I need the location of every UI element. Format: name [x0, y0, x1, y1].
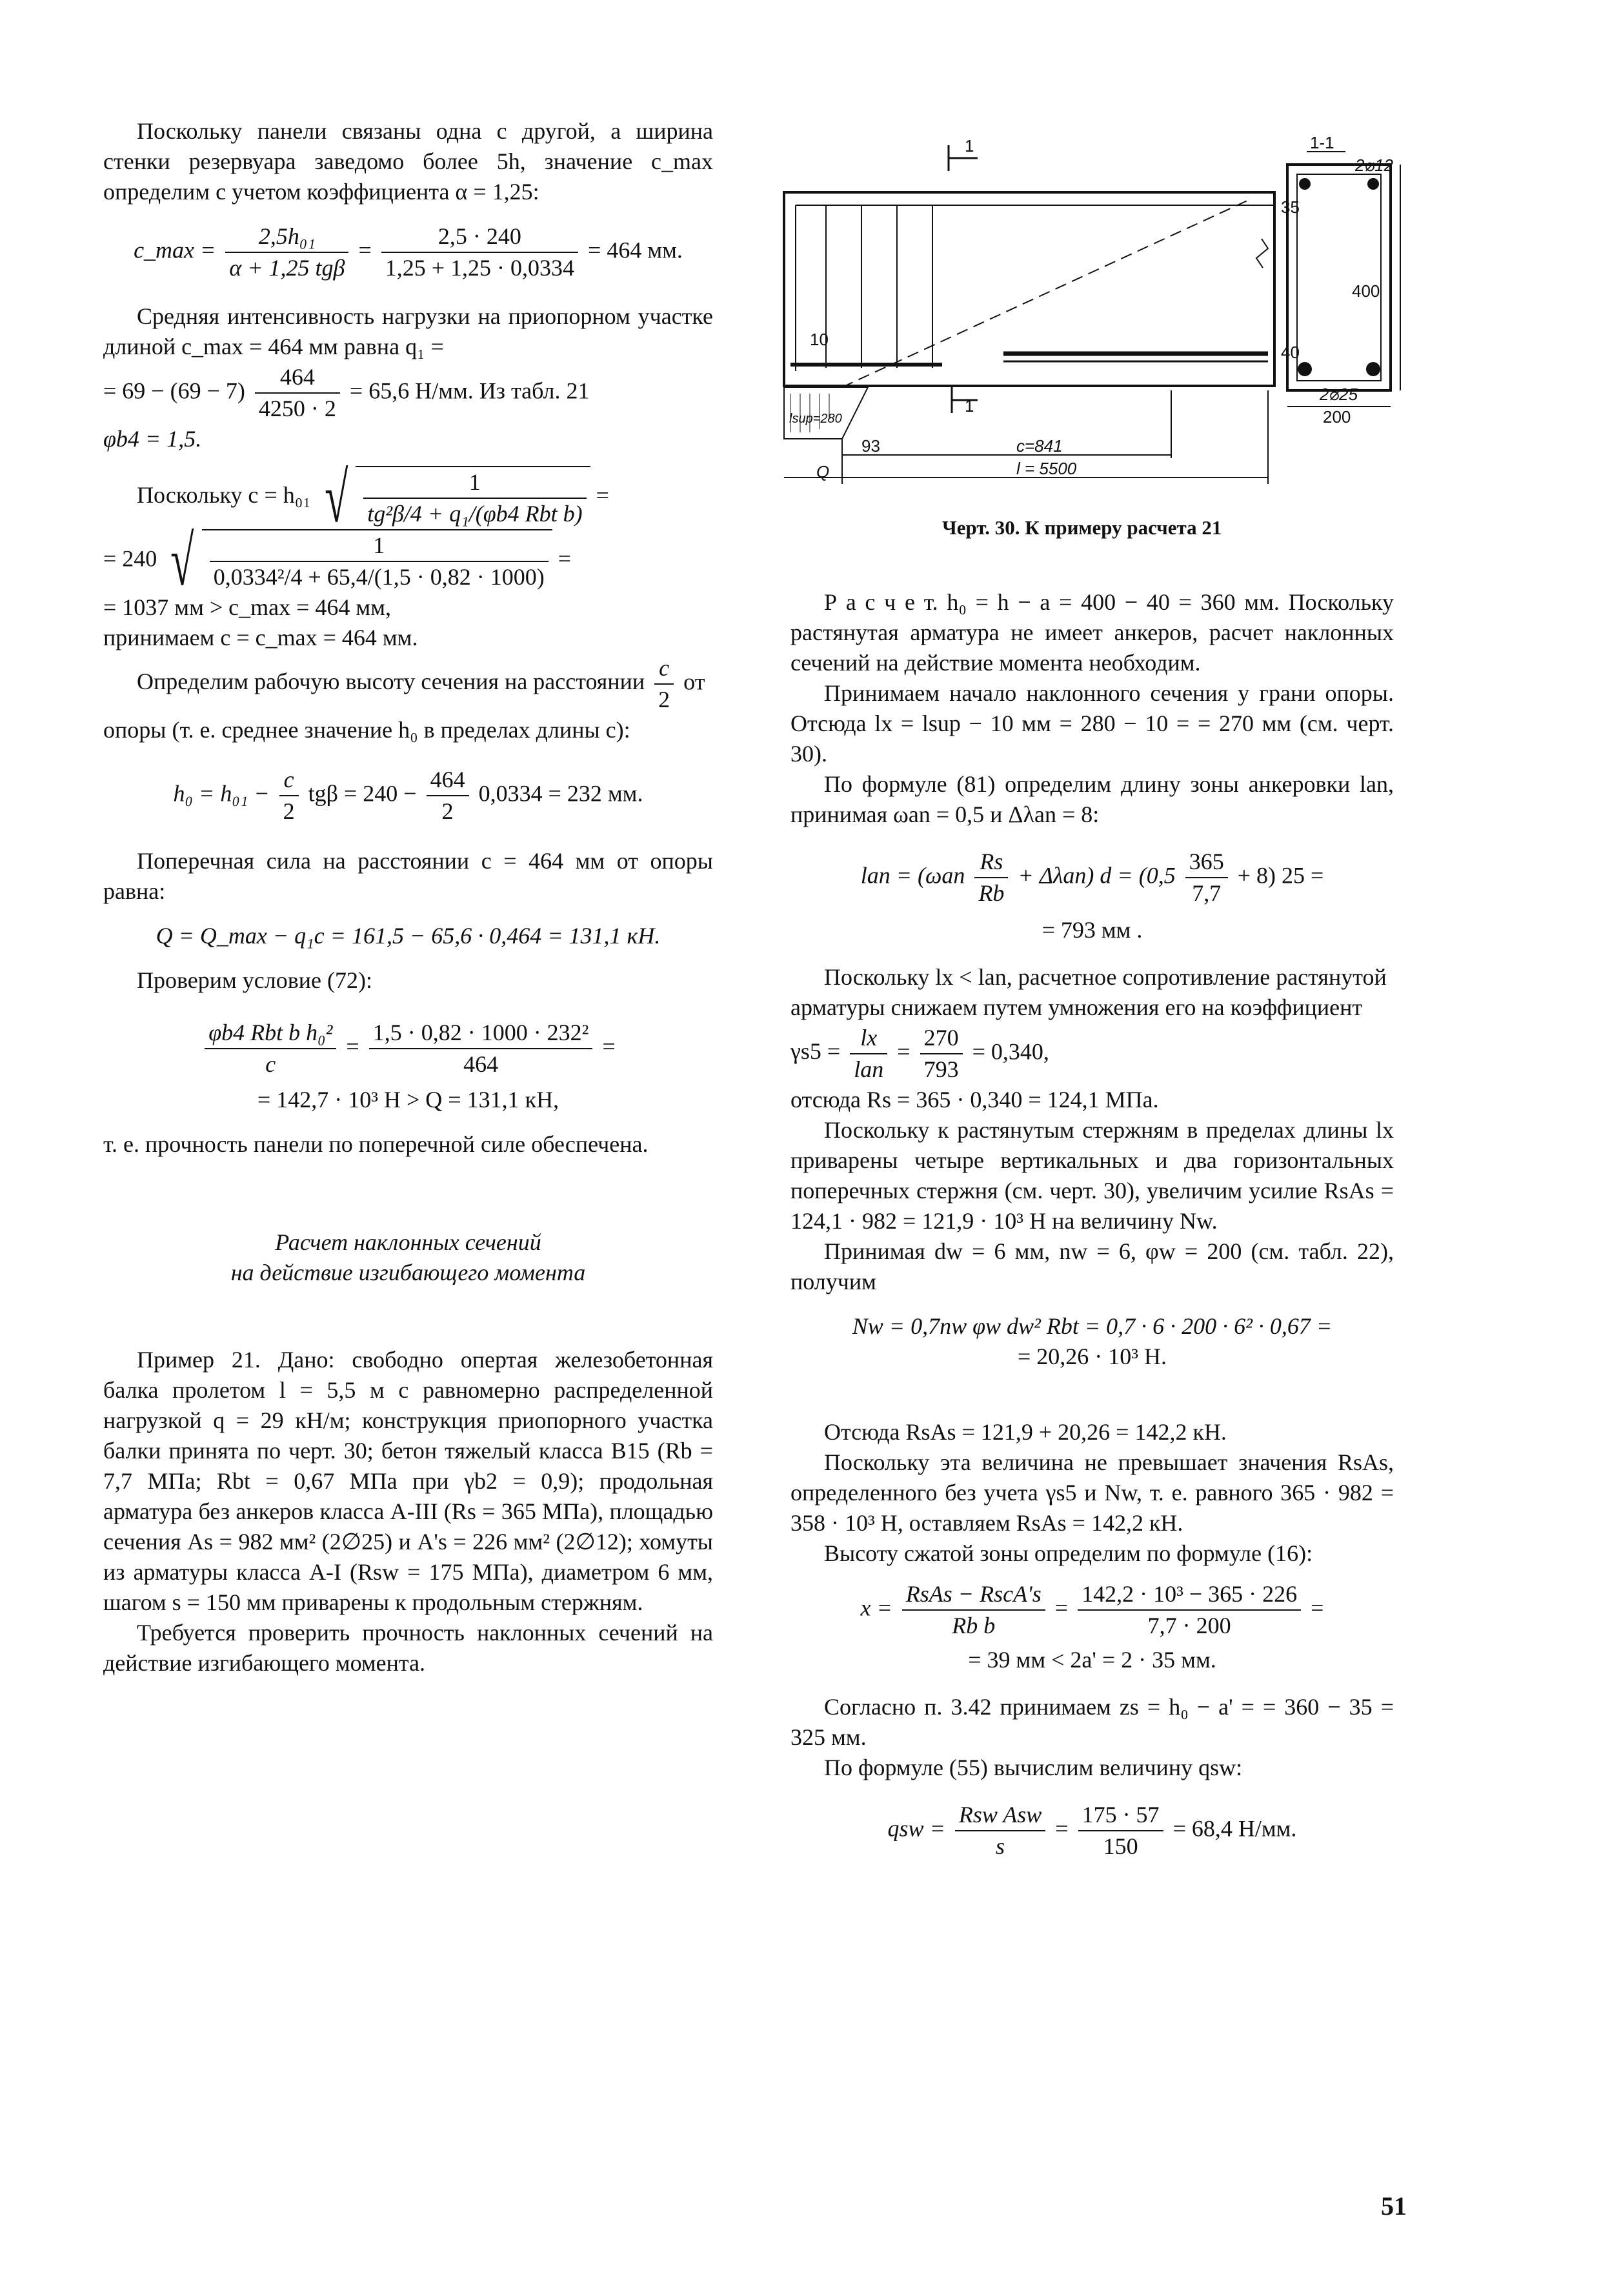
- fraction: $\frac{1}{\text{0,0334²/4 + 65,4/(1,5 · 0,82 · 1000)}}$: [210, 530, 548, 592]
- equation: = 793 мм .: [1041, 917, 1143, 943]
- equation: Q = Q_max − q₁c = 161,5 − 65,6 · 0,464 = 131,1 кН.: [156, 923, 661, 949]
- equation: x = $\frac{\text{RsAs − RscA's}}{\text{Rb b}}$ = $\frac{\text{142,2 · 10³ − 365 · 226}}{7,7 \cdot 200}$ =: [790, 1579, 1394, 1641]
- figure-caption: Черт. 30. К примеру расчета 21: [942, 516, 1222, 539]
- fraction: $\frac{270}{793}$: [920, 1023, 963, 1085]
- fraction: $\frac{1}{\text{tg²β/4 + q₁/(φb4 Rbt b)}}$: [363, 467, 586, 529]
- fraction: $\frac{\text{Rsw Asw}}{s}$: [955, 1800, 1045, 1862]
- fraction: $\frac{\text{142,2 · 10³ − 365 · 226}}{7,7 \cdot 200}$: [1078, 1579, 1301, 1641]
- equation: Nw = 0,7nw φw dw² Rbt = 0,7 · 6 · 200 · 6² · 0,67 =: [852, 1313, 1333, 1339]
- fraction: $\frac{\text{φb4 Rbt b h₀²}}{c}$: [205, 1018, 336, 1080]
- eq-part: = 240: [103, 545, 157, 572]
- paragraph: Поскольку к растянутым стержням в пределах длины lx приварены четыре вертикальных и два горизонтальных поперечных стержня (см. черт. 30), увеличим усилие RsAs = 124,1 · 982 = 121,9 · 10³ Н на величину Nw.: [790, 1117, 1394, 1234]
- eq-sign: =: [596, 482, 609, 509]
- section-title: 1-1: [1310, 136, 1334, 152]
- paragraph: Поскольку lx < lan, расчетное сопротивление растянутой арматуры снижаем путем умножения его на коэффициент γs5 = $\frac{lx}{\text{lan}}$ = $\frac{270}{793}$ = 0,340,: [790, 962, 1394, 1085]
- beam-drawing: [771, 136, 1410, 497]
- fraction: $\frac{\text{2,5h₀₁}}{\text{α + 1,25 tgβ}}$: [225, 221, 348, 283]
- fraction: $\frac{2,5 \cdot 240}{1,25 + 1,25 \cdot 0,0334}$: [381, 221, 578, 283]
- dim-93: 93: [861, 436, 880, 456]
- dim-400: 400: [1352, 281, 1380, 301]
- fraction: $\frac{175 \cdot 57}{150}$: [1078, 1800, 1163, 1862]
- paragraph: По формуле (81) определим длину зоны анкеровки lan, принимая ωan = 0,5 и Δλan = 8:: [790, 771, 1394, 827]
- fraction: $\frac{lx}{\text{lan}}$: [850, 1023, 887, 1085]
- equation: = 20,26 · 10³ Н.: [1017, 1344, 1167, 1369]
- paragraph: Поскольку панели связаны одна с другой, а ширина стенки резервуара заведомо более 5h, значение c_max определим с учетом коэффициента α = 1,25:: [103, 118, 713, 205]
- fraction: $\frac{Rs}{Rb}$: [974, 847, 1008, 909]
- right-column: [790, 587, 1394, 1862]
- equation: [103, 221, 713, 283]
- q-label: Q: [816, 462, 830, 481]
- paragraph: Средняя интенсивность нагрузки на приопорном участке длиной c_max = 464 мм равна q₁ =: [103, 303, 713, 359]
- equation: $\frac{\text{φb4 Rbt b h₀²}}{c}$ = $\frac{\text{1,5 · 0,82 · 1000 · 232²}}{464}$ =: [103, 1018, 713, 1080]
- fraction: $\frac{\text{1,5 · 0,82 · 1000 · 232²}}{464}$: [369, 1018, 593, 1080]
- paragraph: т. е. прочность панели по поперечной силе обеспечена.: [103, 1131, 649, 1157]
- section-mark-top: 1: [965, 136, 974, 156]
- fraction: $\frac{\text{RsAs − RscA's}}{\text{Rb b}}$: [902, 1579, 1045, 1641]
- bottom-bars-label: 2⌀25: [1320, 385, 1358, 404]
- paragraph: Высоту сжатой зоны определим по формуле (16):: [824, 1540, 1313, 1566]
- eq-part: = 69 − (69 − 7): [103, 378, 245, 404]
- equation: h₀ = h₀₁ − $\frac{c}{2}$ tgβ = 240 − $\frac{464}{2}$ 0,0334 = 232 мм.: [103, 765, 713, 827]
- sqrt-icon: √: [324, 458, 348, 537]
- dim-200: 200: [1323, 407, 1351, 427]
- equation: lan = (ωan $\frac{Rs}{Rb}$ + Δλan) d = (0,5 $\frac{365}{7,7}$ + 8) 25 =: [790, 847, 1394, 909]
- page-number: 51: [1381, 2191, 1407, 2220]
- equation: qsw = $\frac{\text{Rsw Asw}}{s}$ = $\frac{175 \cdot 57}{150}$ = 68,4 Н/мм.: [790, 1800, 1394, 1862]
- equation: = 142,7 · 10³ Н > Q = 131,1 кН,: [257, 1087, 559, 1113]
- eq-sign: =: [358, 237, 372, 263]
- paragraph: По формуле (55) вычислим величину qsw:: [824, 1755, 1243, 1780]
- equation: [103, 362, 713, 424]
- paragraph: Принимаем начало наклонного сечения у грани опоры. Отсюда lx = lsup − 10 мм = 280 − 10 = = 270 мм (см. черт. 30).: [790, 680, 1394, 767]
- equation: [103, 521, 713, 600]
- dim-10: 10: [810, 330, 829, 349]
- dim-40: 40: [1281, 343, 1300, 362]
- fraction: $\frac{464}{2}$: [427, 765, 469, 827]
- sqrt-icon: √: [170, 521, 194, 600]
- eq-part: Поскольку c = h₀₁: [137, 482, 311, 509]
- eq-sign: =: [558, 545, 572, 572]
- section-heading: Расчет наклонных сечений: [275, 1229, 541, 1255]
- paragraph: Поскольку эта величина не превышает значения RsAs, определенного без учета γs5 и Nw, т. е. равного 365 · 982 = 358 · 10³ Н, оставляем RsAs = 142,2 кН.: [790, 1449, 1394, 1536]
- c-length: c=841: [1016, 436, 1063, 456]
- equation: отсюда Rs = 365 · 0,340 = 124,1 МПа.: [790, 1087, 1159, 1113]
- equation: φb4 = 1,5.: [103, 426, 202, 452]
- paragraph: Р а с ч е т. h₀ = h − a = 400 − 40 = 360 мм. Поскольку растянутая арматура не имеет анкеров, расчет наклонных сечений на действие момента необходим.: [790, 589, 1394, 676]
- paragraph: Определим рабочую высоту сечения на расстоянии $\frac{c}{2}$ от опоры (т. е. среднее значение h₀ в пределах длины c):: [103, 653, 713, 745]
- paragraph: Принимая dw = 6 мм, nw = 6, φw = 200 (см. табл. 22), получим: [790, 1238, 1394, 1294]
- section-mark-bottom: 1: [965, 396, 974, 416]
- paragraph: Пример 21. Дано: свободно опертая железобетонная балка пролетом l = 5,5 м с равномерно распределенной нагрузкой q = 29 кН/м; конструкция приопорного участка балки принята по черт. 30; бетон тяжелый класса В15 (Rb = 7,7 МПа; Rbt = 0,67 МПа при γb2 = 0,9); продольная арматура без анкеров класса А-III (Rs = 365 МПа), площадью сечения As = 982 мм² (2∅25) и A's = 226 мм² (2∅12); хомуты из арматуры класса А-I (Rsw = 175 МПа), диаметром 6 мм, шагом s = 150 мм приварены к продольным стержням.: [103, 1347, 713, 1615]
- lsup-label: lsup=280: [789, 412, 842, 426]
- paragraph: Требуется проверить прочность наклонных сечений на действие изгибающего момента.: [103, 1620, 713, 1676]
- l-length: l = 5500: [1016, 459, 1077, 478]
- fraction: $\frac{464}{4250 \cdot 2}$: [255, 362, 340, 424]
- eq-lhs: c_max =: [134, 237, 216, 263]
- equation: принимаем c = c_max = 464 мм.: [103, 625, 418, 650]
- eq-part: = 65,6 Н/мм. Из табл. 21: [349, 378, 590, 404]
- dim-35: 35: [1281, 197, 1300, 217]
- fraction: $\frac{c}{2}$: [654, 653, 674, 715]
- paragraph: Проверим условие (72):: [137, 967, 372, 993]
- equation: [103, 458, 713, 537]
- equation: = 39 мм < 2a' = 2 · 35 мм.: [968, 1647, 1216, 1673]
- equation: = 1037 мм > c_max = 464 мм,: [103, 594, 391, 620]
- fraction: $\frac{c}{2}$: [279, 765, 299, 827]
- paragraph: Поперечная сила на расстоянии c = 464 мм от опоры равна:: [103, 848, 713, 904]
- fraction: $\frac{365}{7,7}$: [1185, 847, 1228, 909]
- section-heading: на действие изгибающего момента: [230, 1260, 586, 1285]
- paragraph: Согласно п. 3.42 принимаем zs = h₀ − a' = = 360 − 35 = 325 мм.: [790, 1694, 1394, 1750]
- eq-result: = 464 мм.: [588, 237, 683, 263]
- paragraph: Отсюда RsAs = 121,9 + 20,26 = 142,2 кН.: [824, 1419, 1227, 1445]
- left-column: [103, 116, 713, 1678]
- top-bars-label: 2⌀12: [1355, 156, 1394, 175]
